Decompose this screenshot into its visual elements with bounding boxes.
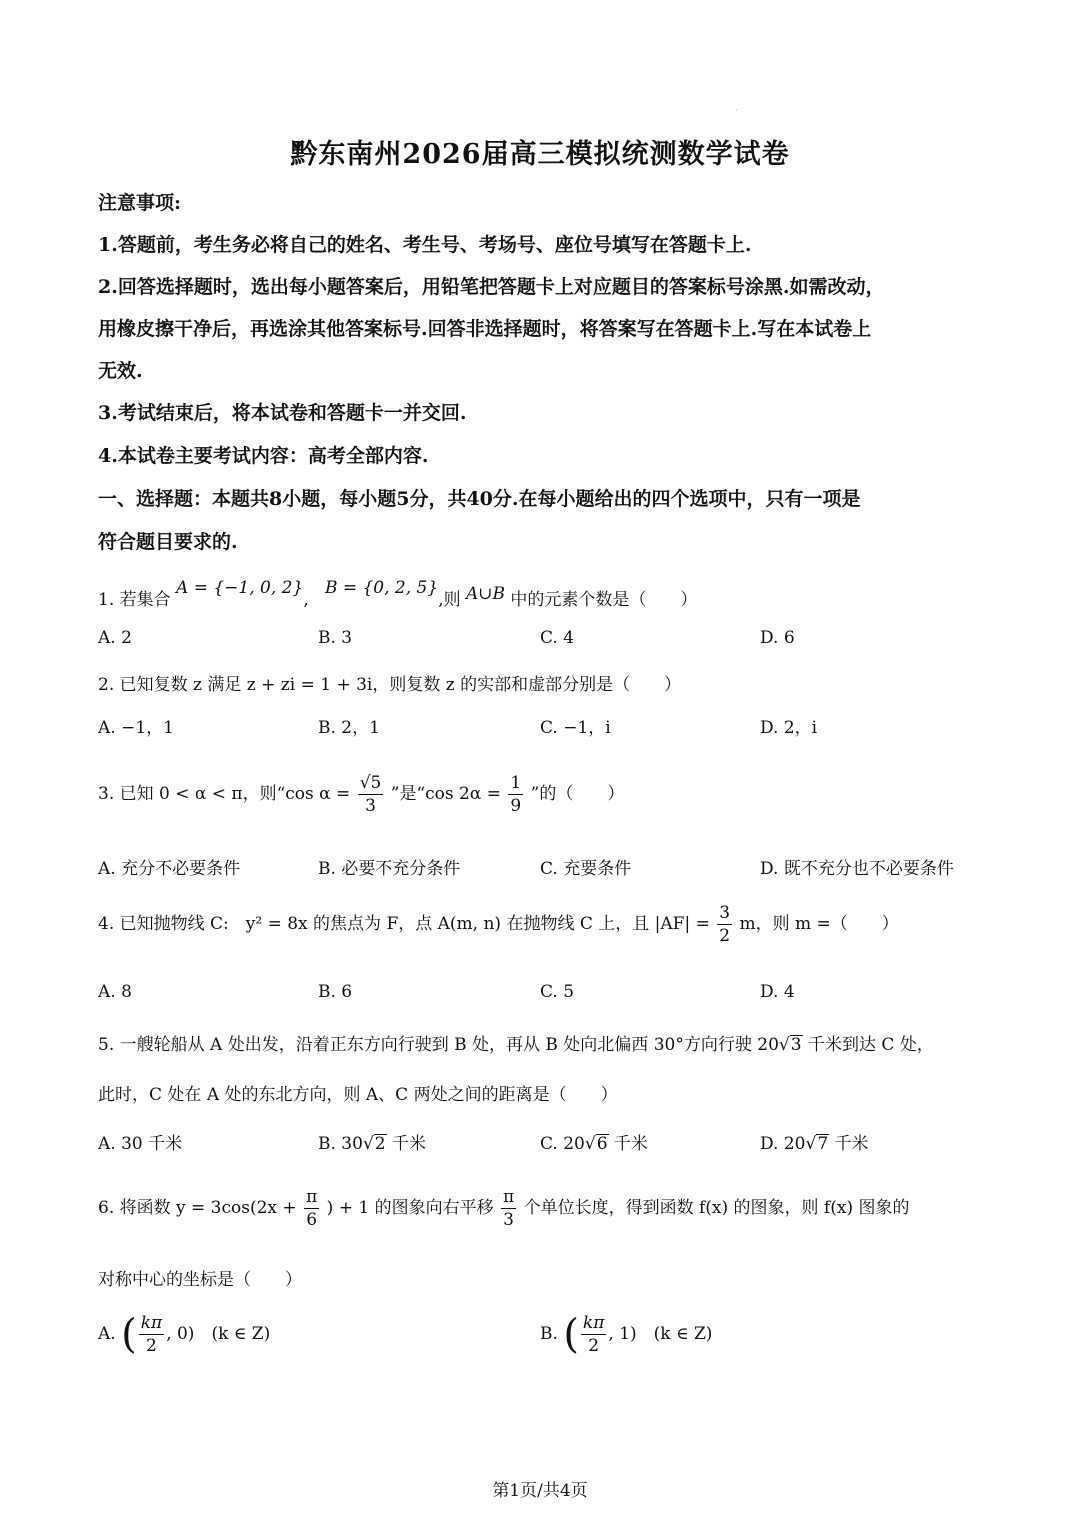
q3-fraction-2: $\frac{1}{9}$ (510, 773, 522, 816)
notice-heading: 注意事项: (98, 192, 182, 214)
q6-option-a-fraction: $\frac{k\pi}{2}$ (140, 1313, 163, 1356)
q1-option-a: A. 2 (98, 628, 132, 648)
q2-option-c: C. −1，i (540, 718, 611, 738)
q3-fraction-1: $\frac{√5}{3}$ (359, 773, 382, 816)
question-5-line-2: 此时，C 处在 A 处的东北方向，则 A、C 两处之间的距离是（ ） (98, 1085, 618, 1105)
q5-option-a: A. 30 千米 (98, 1134, 183, 1154)
question-6-line-1: 6. 将函数 y = 3cos(2x + $\frac{\pi}{6}$ ) + 1 的图象向右平移 $\frac{\pi}{3}$ 个单位长度，得到函数 f(x) 的图象，则 f(x) 图象的 (98, 1187, 910, 1230)
notice-item-2-line-2: 用橡皮擦干净后，再选涂其他答案标号.回答非选择题时，将答案写在答题卡上.写在本试卷上 (98, 318, 872, 340)
notice-item-1: 1.答题前，考生务必将自己的姓名、考生号、考场号、座位号填写在答题卡上. (98, 234, 752, 256)
section-heading-line-2: 符合题目要求的. (98, 531, 238, 553)
question-4-stem: 4. 已知抛物线 C: y² = 8x 的焦点为 F，点 A(m, n) 在抛物线 C 上，且 |AF| = $\frac{3}{2}$ m，则 m =（ ） (98, 903, 899, 946)
question-6-line-2: 对称中心的坐标是（ ） (98, 1270, 302, 1290)
q5-option-b: B. 30√2 千米 (318, 1134, 427, 1154)
question-3-stem: 3. 已知 0 < α < π，则“cos α = $\frac{√5}{3}$ ”是“cos 2α = $\frac{1}{9}$ ”的（ ） (98, 773, 625, 816)
section-heading-line-1: 一、选择题：本题共8小题，每小题5分，共40分.在每小题给出的四个选项中，只有一项是 (98, 488, 861, 510)
q4-fraction: $\frac{3}{2}$ (719, 903, 731, 946)
q3-option-c: C. 充要条件 (540, 859, 632, 879)
question-2-stem: 2. 已知复数 z 满足 z + zi = 1 + 3i，则复数 z 的实部和虚部分别是（ ） (98, 675, 682, 695)
q4-option-a: A. 8 (98, 982, 132, 1002)
page-title: 黔东南州2026届高三模拟统测数学试卷 (290, 139, 790, 170)
q2-option-a: A. −1，1 (98, 718, 174, 738)
q1-option-d: D. 6 (760, 628, 795, 648)
q4-option-c: C. 5 (540, 982, 575, 1002)
q6-fraction-1: $\frac{\pi}{6}$ (306, 1187, 318, 1230)
page-footer: 第1页/共4页 (492, 1481, 588, 1501)
q3-option-b: B. 必要不充分条件 (318, 859, 461, 879)
question-1-stem: 1. 若集合 A = {−1, 0, 2}, B = {0, 2, 5},则 A∪B 中的元素个数是（ ） (98, 578, 698, 610)
q5-option-d: D. 20√7 千米 (760, 1134, 869, 1154)
q2-option-d: D. 2，i (760, 718, 818, 738)
question-5-line-1: 5. 一艘轮船从 A 处出发，沿着正东方向行驶到 B 处，再从 B 处向北偏西 30°方向行驶 20√3 千米到达 C 处， (98, 1035, 934, 1055)
q6-option-a: A. ( $\frac{k\pi}{2}$ , 0) (k ∈ Z) (98, 1311, 271, 1358)
q2-option-b: B. 2，1 (318, 718, 380, 738)
q4-option-b: B. 6 (318, 982, 353, 1002)
q3-option-d: D. 既不充分也不必要条件 (760, 859, 954, 879)
scan-dot: · (735, 106, 738, 115)
notice-item-4: 4.本试卷主要考试内容：高考全部内容. (98, 445, 429, 467)
notice-item-2-line-1: 2.回答选择题时，选出每小题答案后，用铅笔把答题卡上对应题目的答案标号涂黑.如需改动， (98, 276, 885, 298)
q4-option-d: D. 4 (760, 982, 795, 1002)
q6-option-b-fraction: $\frac{k\pi}{2}$ (582, 1313, 605, 1356)
q5-option-c: C. 20√6 千米 (540, 1134, 648, 1154)
notice-item-2-line-3: 无效. (98, 360, 143, 382)
q6-fraction-2: $\frac{\pi}{3}$ (502, 1187, 515, 1230)
q3-option-a: A. 充分不必要条件 (98, 859, 241, 879)
notice-item-3: 3.考试结束后，将本试卷和答题卡一并交回. (98, 402, 467, 424)
q6-option-b: B. ( $\frac{k\pi}{2}$ , 1) (k ∈ Z) (540, 1311, 713, 1358)
q1-option-b: B. 3 (318, 628, 353, 648)
q1-option-c: C. 4 (540, 628, 575, 648)
